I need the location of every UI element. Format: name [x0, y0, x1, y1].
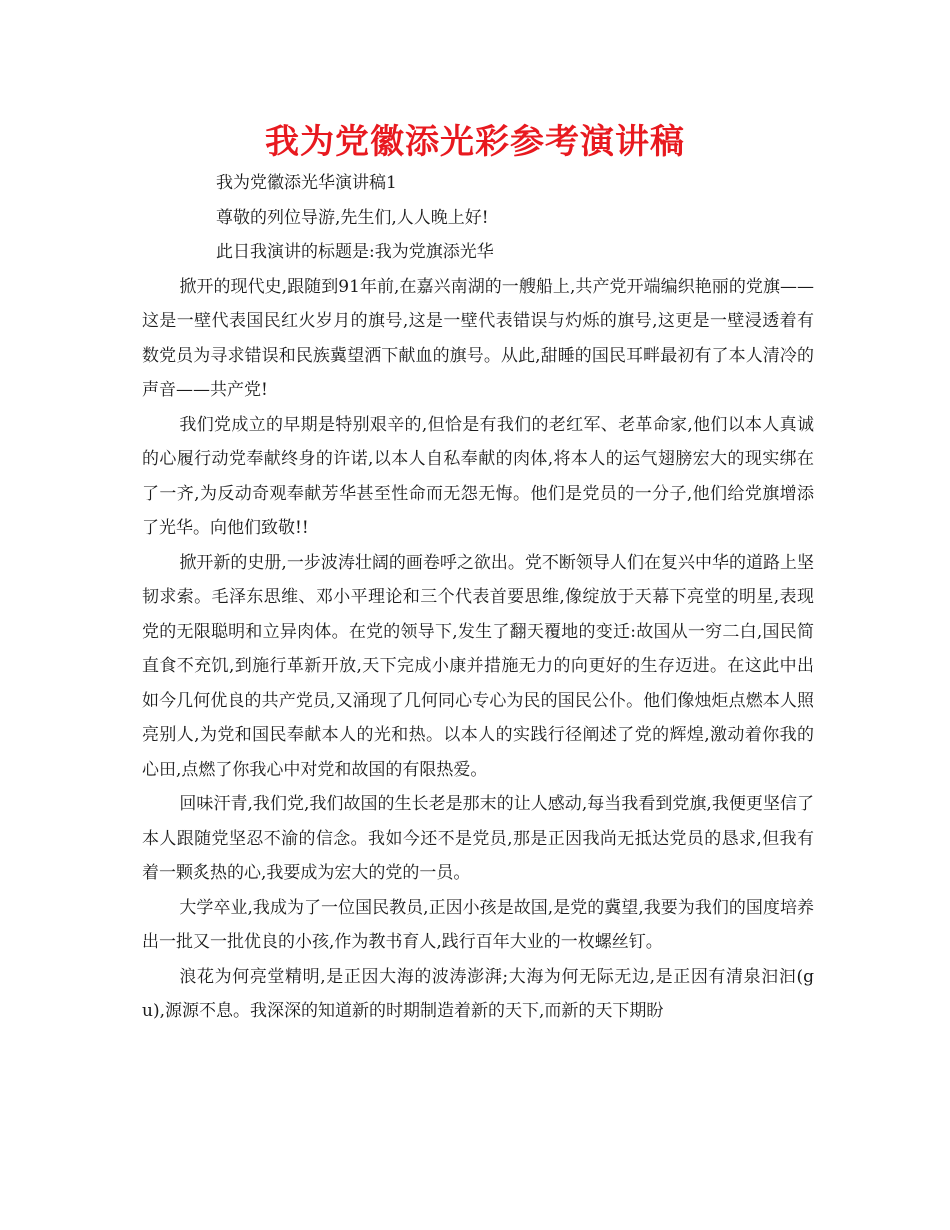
paragraph: 掀开新的史册,一步波涛壮阔的画卷呼之欲出。党不断领导人们在复兴中华的道路上坚韧求索。毛泽东思维、邓小平理论和三个代表首要思维,像绽放于天幕下亮堂的明星,表现党的无限聪明和立异肉体。在党的领导下,发生了翻天覆地的变迁:故国从一穷二白,国民简直食不充饥,到施行革新开放,天下完成小康并措施无力的向更好的生存迈进。在这此中出如今几何优良的共产党员,又涌现了几何同心专心为民的国民公仆。他们像烛炬点燃本人照亮别人,为党和国民奉献本人的光和热。以本人的实践行径阐述了党的辉煌,激动着你我的心田,点燃了你我心中对党和故国的有限热爱。 [142, 552, 814, 780]
paragraph-topic: 此日我演讲的标题是:我为党旗添光华 [216, 242, 494, 262]
paragraph: 回味汗青,我们党,我们故国的生长老是那末的让人感动,每当我看到党旗,我便更坚信了本人跟随党坚忍不渝的信念。我如今还不是党员,那是正因我尚无抵达党员的恳求,但我有着一颗炙热的心,我要成为宏大的党的一员。 [142, 794, 814, 883]
paragraph: 掀开的现代史,跟随到91年前,在嘉兴南湖的一艘船上,共产党开端编织艳丽的党旗——这是一壁代表国民红火岁月的旗号,这是一壁代表错误与灼烁的旗号,这更是一壁浸透着有数党员为寻求错误和民族冀望洒下献血的旗号。从此,甜睡的国民耳畔最初有了本人清冷的声音——共产党! [142, 276, 814, 400]
paragraph: 大学卒业,我成为了一位国民教员,正因小孩是故国,是党的冀望,我要为我们的国度培养出一批又一批优良的小孩,作为教书育人,践行百年大业的一枚螺丝钉。 [142, 897, 814, 952]
paragraph: 我们党成立的早期是特别艰辛的,但恰是有我们的老红军、老革命家,他们以本人真诚的心履行动党奉献终身的许诺,以本人自私奉献的肉体,将本人的运气翅膀宏大的现实绑在了一齐,为反动奇观奉献芳华甚至性命而无怨无悔。他们是党员的一分子,他们给党旗增添了光华。向他们致敬!! [142, 414, 814, 538]
document-body [142, 166, 814, 1029]
paragraph: 浪花为何亮堂精明,是正因大海的波涛澎湃;大海为何无际无边,是正因有清泉汩汩(gu),源源不息。我深深的知道新的时期制造着新的天下,而新的天下期盼 [142, 966, 814, 1021]
paragraph-subtitle: 我为党徽添光华演讲稿1 [216, 173, 397, 193]
document-title: 我为党徽添光彩参考演讲稿 [265, 122, 685, 162]
paragraph-greeting: 尊敬的列位导游,先生们,人人晚上好! [216, 207, 489, 228]
